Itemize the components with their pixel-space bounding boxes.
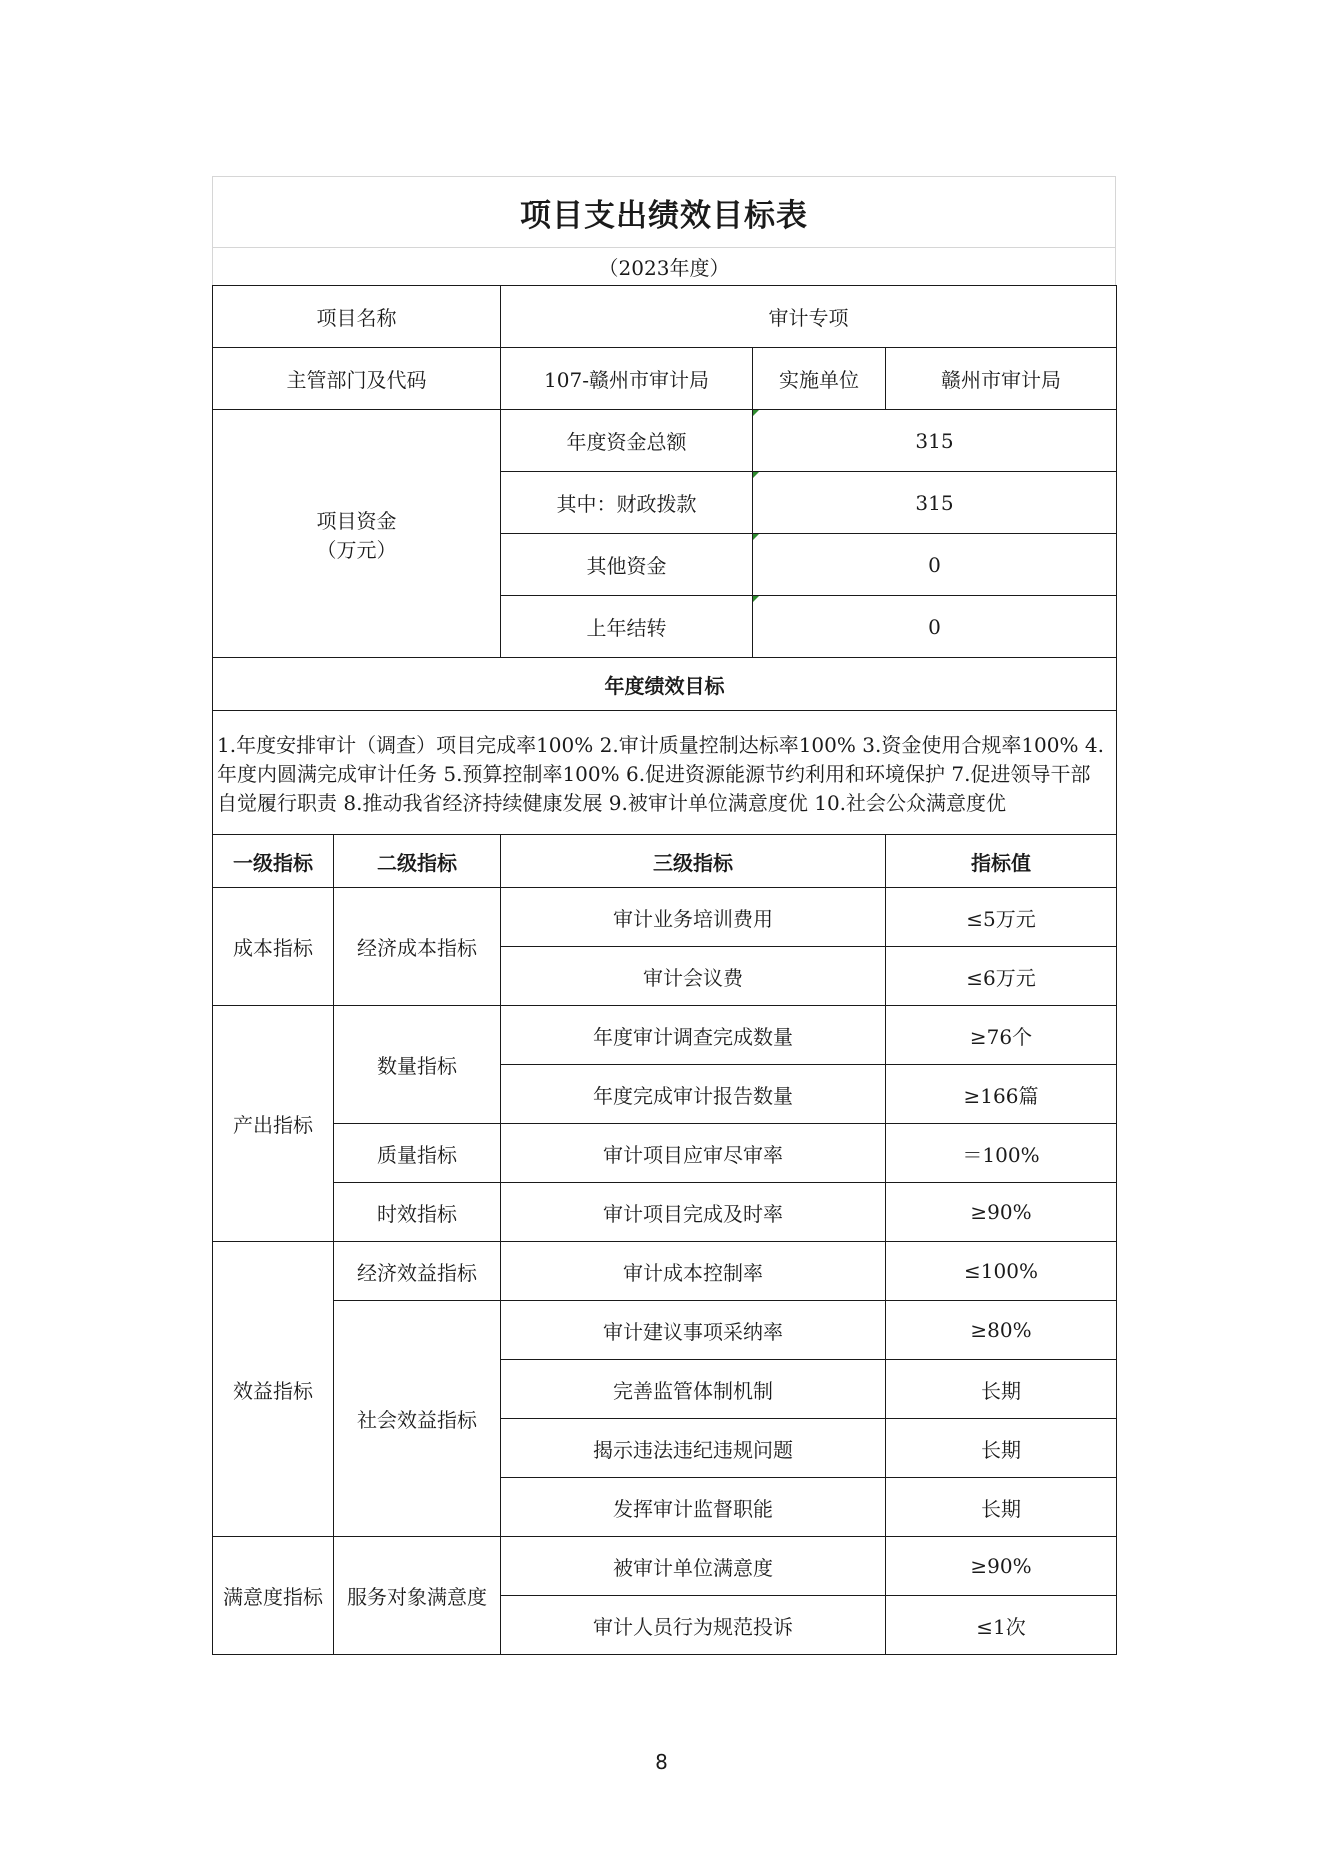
value-cell: ≤5万元	[886, 888, 1117, 947]
annual-goal-heading: 年度绩效目标	[213, 658, 1117, 711]
funds-value-text: 0	[928, 614, 941, 639]
indicator-row	[213, 1124, 1117, 1183]
level2-cell: 社会效益指标	[334, 1301, 501, 1537]
header-level2: 二级指标	[334, 835, 501, 888]
funds-value-text: 315	[915, 428, 954, 453]
unit-value: 赣州市审计局	[886, 348, 1117, 410]
cell-marker-icon	[753, 410, 759, 416]
cell-marker-icon	[753, 534, 759, 540]
level2-cell: 经济效益指标	[334, 1242, 501, 1301]
level2-cell: 数量指标	[334, 1006, 501, 1124]
funds-row-value	[753, 472, 1117, 534]
funds-row-value	[753, 596, 1117, 658]
header-level1: 一级指标	[213, 835, 334, 888]
level2-cell: 时效指标	[334, 1183, 501, 1242]
funds-row-value	[753, 410, 1117, 472]
level3-cell: 年度完成审计报告数量	[501, 1065, 886, 1124]
annual-goal-text: 1.年度安排审计（调查）项目完成率100% 2.审计质量控制达标率100% 3.资金使用合规率100% 4.年度内圆满完成审计任务 5.预算控制率100% 6.促进资源能源节约利用和环境保护 7.促进领导干部自觉履行职责 8.推动我省经济持续健康发展 9.被审计单位满意度优 10.社会公众满意度优	[213, 711, 1117, 835]
funds-row-label: 上年结转	[501, 596, 753, 658]
level3-cell: 揭示违法违纪违规问题	[501, 1419, 886, 1478]
page-title: 项目支出绩效目标表	[520, 197, 808, 234]
value-cell: 长期	[886, 1360, 1117, 1419]
level3-cell: 审计项目完成及时率	[501, 1183, 886, 1242]
performance-target-sheet	[212, 176, 1116, 1655]
value-cell: ≥76个	[886, 1006, 1117, 1065]
target-table	[212, 285, 1117, 1655]
funds-row-label: 年度资金总额	[501, 410, 753, 472]
level3-cell: 被审计单位满意度	[501, 1537, 886, 1596]
level3-cell: 年度审计调查完成数量	[501, 1006, 886, 1065]
value-cell: ≥90%	[886, 1183, 1117, 1242]
value-cell: ≤1次	[886, 1596, 1117, 1655]
cell-marker-icon	[753, 472, 759, 478]
dept-label: 主管部门及代码	[213, 348, 501, 410]
cell-marker-icon	[753, 596, 759, 602]
funds-label-line2: （万元）	[316, 537, 397, 562]
value-cell: ≥90%	[886, 1537, 1117, 1596]
funds-label-line1: 项目资金	[316, 508, 397, 533]
header-level3: 三级指标	[501, 835, 886, 888]
dept-value: 107-赣州市审计局	[501, 348, 753, 410]
value-cell: ≤100%	[886, 1242, 1117, 1301]
value-cell: 长期	[886, 1478, 1117, 1537]
year-cell	[212, 247, 1116, 285]
indicator-row	[213, 1006, 1117, 1065]
level1-cell: 产出指标	[213, 1006, 334, 1242]
indicator-header-row	[213, 835, 1117, 888]
project-name-value: 审计专项	[501, 286, 1117, 348]
indicator-row	[213, 1183, 1117, 1242]
header-value: 指标值	[886, 835, 1117, 888]
funds-label	[213, 410, 501, 658]
level2-cell: 经济成本指标	[334, 888, 501, 1006]
level2-cell: 质量指标	[334, 1124, 501, 1183]
level1-cell: 效益指标	[213, 1242, 334, 1537]
indicator-row	[213, 1242, 1117, 1301]
funds-value-text: 315	[915, 490, 954, 515]
title-cell	[212, 176, 1116, 247]
level1-cell: 成本指标	[213, 888, 334, 1006]
level2-cell: 服务对象满意度	[334, 1537, 501, 1655]
department-row	[213, 348, 1117, 410]
project-name-label: 项目名称	[213, 286, 501, 348]
funds-value-text: 0	[928, 552, 941, 577]
level3-cell: 审计建议事项采纳率	[501, 1301, 886, 1360]
page-number: 8	[655, 1750, 668, 1774]
level3-cell: 审计人员行为规范投诉	[501, 1596, 886, 1655]
level3-cell: 完善监管体制机制	[501, 1360, 886, 1419]
unit-label: 实施单位	[753, 348, 886, 410]
funds-row-label: 其他资金	[501, 534, 753, 596]
value-cell: 长期	[886, 1419, 1117, 1478]
indicator-row	[213, 888, 1117, 947]
level3-cell: 审计成本控制率	[501, 1242, 886, 1301]
level3-cell: 发挥审计监督职能	[501, 1478, 886, 1537]
year-label: （2023年度）	[598, 256, 730, 280]
level3-cell: 审计会议费	[501, 947, 886, 1006]
level3-cell: 审计项目应审尽审率	[501, 1124, 886, 1183]
funds-row-value	[753, 534, 1117, 596]
project-name-row	[213, 286, 1117, 348]
annual-goal-text-row	[213, 711, 1117, 835]
value-cell: ≥166篇	[886, 1065, 1117, 1124]
annual-goal-heading-row	[213, 658, 1117, 711]
level1-cell: 满意度指标	[213, 1537, 334, 1655]
funds-row-label: 其中：财政拨款	[501, 472, 753, 534]
indicator-row	[213, 1301, 1117, 1360]
funds-row	[213, 410, 1117, 472]
value-cell: ≤6万元	[886, 947, 1117, 1006]
value-cell: ＝100%	[886, 1124, 1117, 1183]
level3-cell: 审计业务培训费用	[501, 888, 886, 947]
indicator-row	[213, 1537, 1117, 1596]
value-cell: ≥80%	[886, 1301, 1117, 1360]
